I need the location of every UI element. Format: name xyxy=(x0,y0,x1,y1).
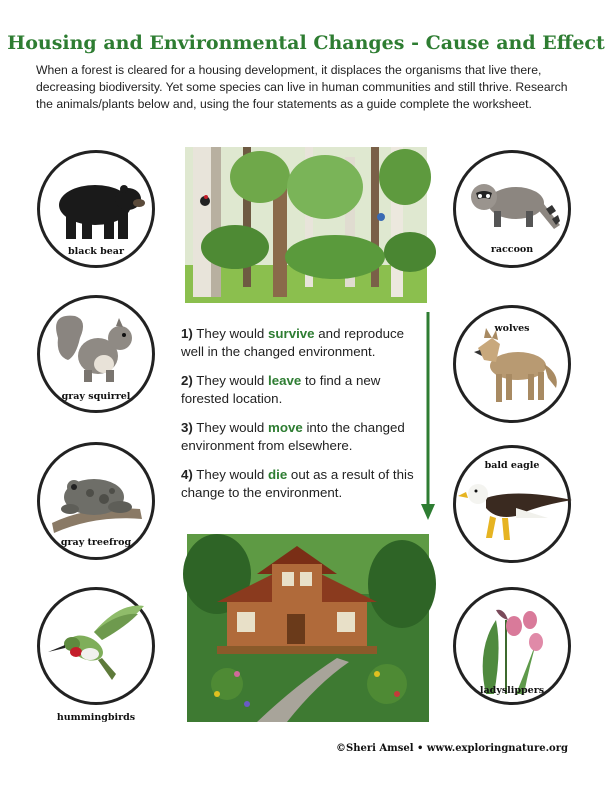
statement-number: 3) xyxy=(181,420,193,435)
statement-prefix: They would xyxy=(196,326,265,341)
label-wolves: wolves xyxy=(494,323,530,334)
circle-gray-squirrel xyxy=(37,295,155,413)
label-bald-eagle: bald eagle xyxy=(484,460,540,471)
statement-2 xyxy=(181,372,423,407)
statement-keyword: move xyxy=(268,420,303,435)
statement-1 xyxy=(181,325,423,360)
statement-number: 4) xyxy=(181,467,193,482)
statement-keyword: leave xyxy=(268,373,302,388)
circle-black-bear xyxy=(37,150,155,268)
statement-prefix: They would xyxy=(196,420,265,435)
statement-suffix: into the changed environment from elsewhere. xyxy=(181,420,405,453)
statement-number: 2) xyxy=(181,373,193,388)
label-black-bear: black bear xyxy=(68,246,124,257)
down-arrow-icon xyxy=(418,312,438,522)
statement-prefix: They would xyxy=(196,373,265,388)
statement-suffix: out as a result of this change to the environment. xyxy=(181,467,414,500)
circle-gray-treefrog xyxy=(37,442,155,560)
label-hummingbirds: hummingbirds xyxy=(56,712,136,723)
circle-raccoon xyxy=(453,150,571,268)
statement-keyword: survive xyxy=(268,326,315,341)
label-raccoon: raccoon xyxy=(490,244,534,255)
forest-scene-image xyxy=(185,147,427,303)
statement-3 xyxy=(181,419,423,454)
forest-illustration xyxy=(185,147,427,303)
statements-list xyxy=(181,325,423,513)
statement-prefix: They would xyxy=(196,467,265,482)
circle-bald-eagle xyxy=(453,445,571,563)
label-gray-squirrel: gray squirrel xyxy=(61,391,131,402)
statement-suffix: and reproduce well in the changed environment. xyxy=(181,326,405,359)
circle-wolves xyxy=(453,305,571,423)
intro-paragraph: When a forest is cleared for a housing development, it displaces the organisms that live there, decreasing biodiversity. Yet some species can live in human communities and still thrive. Research the animals/plants below and, using the four statements as a guide complete the worksheet. xyxy=(36,63,568,111)
circle-ladyslippers xyxy=(453,587,571,705)
label-gray-treefrog: gray treefrog xyxy=(60,537,132,548)
statement-suffix: to find a new forested location. xyxy=(181,373,381,406)
statement-number: 1) xyxy=(181,326,193,341)
house-scene-image xyxy=(187,534,429,722)
house-illustration xyxy=(187,534,429,722)
statement-4 xyxy=(181,466,423,501)
hummingbird-illustration xyxy=(40,590,152,702)
page-title: Housing and Environmental Changes - Cause and Effect xyxy=(7,32,605,54)
credit-line: ©Sheri Amsel • www.exploringnature.org xyxy=(336,743,568,754)
circle-hummingbirds xyxy=(37,587,155,723)
label-ladyslippers: ladyslippers xyxy=(479,685,545,696)
statement-keyword: die xyxy=(268,467,288,482)
